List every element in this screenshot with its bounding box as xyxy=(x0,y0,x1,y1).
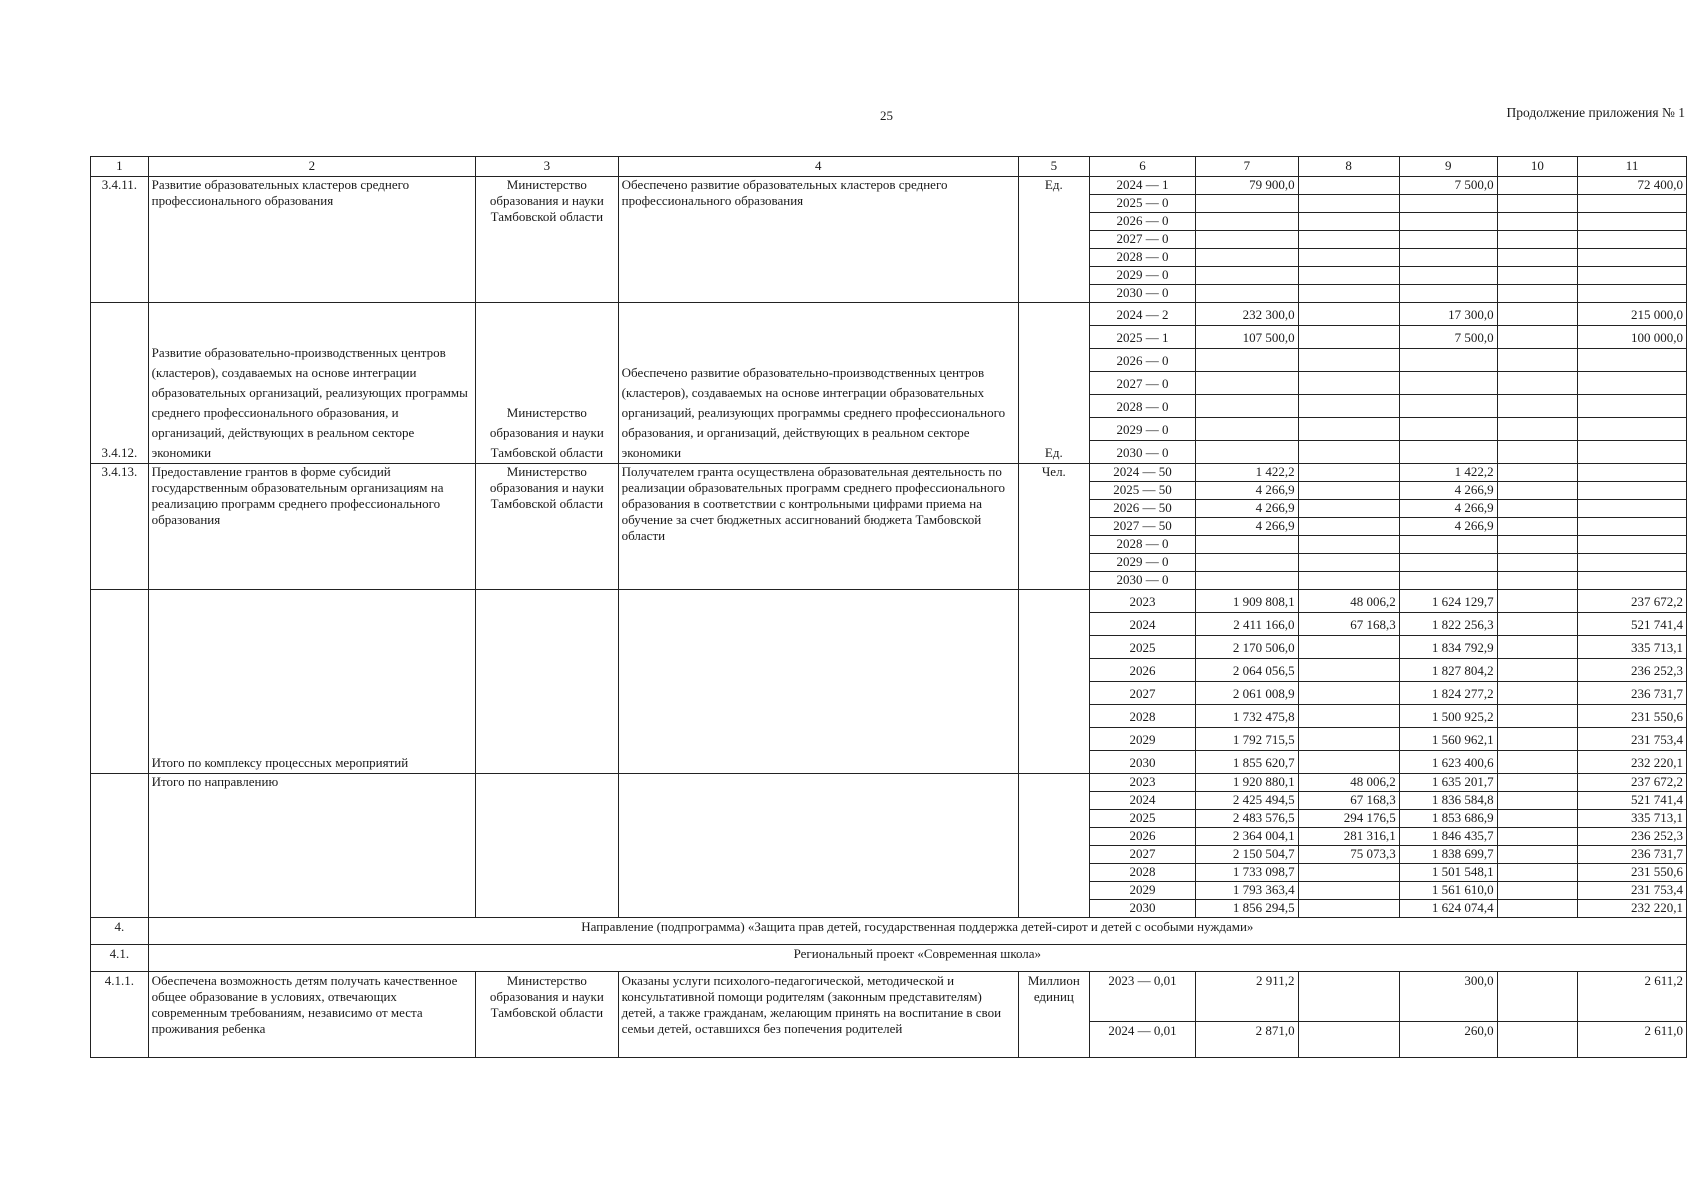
value-regional-cell: 1 853 686,9 xyxy=(1399,810,1497,828)
value-regional-cell: 1 822 256,3 xyxy=(1399,613,1497,636)
activity-result xyxy=(618,590,1018,774)
value-other-cell: 237 672,2 xyxy=(1578,774,1687,792)
unit-of-measure: Ед. xyxy=(1018,303,1089,464)
value-federal-cell xyxy=(1298,572,1399,590)
responsible-body: Министерство образования и науки Тамбовской области xyxy=(476,177,619,303)
header-cell: 9 xyxy=(1399,157,1497,177)
value-total-cell xyxy=(1196,372,1298,395)
year-cell: 2026 — 50 xyxy=(1089,500,1196,518)
value-local-cell xyxy=(1497,882,1578,900)
section-number: 4.1. xyxy=(91,945,149,972)
value-other-cell: 100 000,0 xyxy=(1578,326,1687,349)
value-total-cell xyxy=(1196,536,1298,554)
value-federal-cell xyxy=(1298,231,1399,249)
value-local-cell xyxy=(1497,590,1578,613)
page-number: 25 xyxy=(880,108,893,123)
value-total-cell: 2 170 506,0 xyxy=(1196,636,1298,659)
value-local-cell xyxy=(1497,267,1578,285)
value-local-cell xyxy=(1497,728,1578,751)
total-label: Итого по комплексу процессных мероприятий xyxy=(148,590,475,774)
activity-result: Обеспечено развитие образовательных кластеров среднего профессионального образования xyxy=(618,177,1018,303)
responsible-body: Министерство образования и науки Тамбовской области xyxy=(476,464,619,590)
unit-of-measure: Миллион единиц xyxy=(1018,972,1089,1058)
value-federal-cell xyxy=(1298,303,1399,326)
value-other-cell xyxy=(1578,231,1687,249)
value-other-cell xyxy=(1578,572,1687,590)
value-federal-cell: 67 168,3 xyxy=(1298,613,1399,636)
year-cell: 2026 xyxy=(1089,828,1196,846)
value-local-cell xyxy=(1497,518,1578,536)
value-local-cell xyxy=(1497,792,1578,810)
value-total-cell: 2 064 056,5 xyxy=(1196,659,1298,682)
row-number: 3.4.11. xyxy=(91,177,149,303)
row-number xyxy=(91,774,149,918)
value-local-cell xyxy=(1497,554,1578,572)
year-cell: 2029 xyxy=(1089,882,1196,900)
year-cell: 2024 — 1 xyxy=(1089,177,1196,195)
value-regional-cell: 260,0 xyxy=(1399,1022,1497,1058)
value-total-cell xyxy=(1196,554,1298,572)
value-total-cell: 2 911,2 xyxy=(1196,972,1298,1022)
value-regional-cell: 4 266,9 xyxy=(1399,518,1497,536)
value-other-cell xyxy=(1578,285,1687,303)
value-other-cell xyxy=(1578,249,1687,267)
year-cell: 2027 xyxy=(1089,682,1196,705)
value-other-cell xyxy=(1578,372,1687,395)
value-local-cell xyxy=(1497,572,1578,590)
row-number: 4.1.1. xyxy=(91,972,149,1058)
value-total-cell: 1 920 880,1 xyxy=(1196,774,1298,792)
value-total-cell: 2 411 166,0 xyxy=(1196,613,1298,636)
value-other-cell: 232 220,1 xyxy=(1578,751,1687,774)
value-other-cell: 236 731,7 xyxy=(1578,846,1687,864)
value-total-cell xyxy=(1196,441,1298,464)
value-total-cell: 4 266,9 xyxy=(1196,518,1298,536)
header-row xyxy=(91,157,1687,177)
value-federal-cell xyxy=(1298,195,1399,213)
value-regional-cell xyxy=(1399,249,1497,267)
value-federal-cell xyxy=(1298,285,1399,303)
value-other-cell xyxy=(1578,536,1687,554)
value-total-cell: 2 150 504,7 xyxy=(1196,846,1298,864)
value-local-cell xyxy=(1497,1022,1578,1058)
value-federal-cell xyxy=(1298,554,1399,572)
year-cell: 2030 xyxy=(1089,900,1196,918)
value-regional-cell: 1 834 792,9 xyxy=(1399,636,1497,659)
value-regional-cell xyxy=(1399,285,1497,303)
value-local-cell xyxy=(1497,395,1578,418)
row-number: 3.4.12. xyxy=(91,303,149,464)
year-cell: 2025 — 1 xyxy=(1089,326,1196,349)
value-federal-cell: 294 176,5 xyxy=(1298,810,1399,828)
value-local-cell xyxy=(1497,900,1578,918)
value-total-cell xyxy=(1196,213,1298,231)
value-federal-cell xyxy=(1298,395,1399,418)
value-local-cell xyxy=(1497,372,1578,395)
value-regional-cell: 1 623 400,6 xyxy=(1399,751,1497,774)
value-federal-cell xyxy=(1298,882,1399,900)
year-cell: 2024 — 50 xyxy=(1089,464,1196,482)
activity-result xyxy=(618,774,1018,918)
value-other-cell: 335 713,1 xyxy=(1578,810,1687,828)
value-total-cell xyxy=(1196,395,1298,418)
header-cell: 4 xyxy=(618,157,1018,177)
value-local-cell xyxy=(1497,326,1578,349)
value-other-cell: 231 753,4 xyxy=(1578,882,1687,900)
value-local-cell xyxy=(1497,249,1578,267)
value-federal-cell xyxy=(1298,372,1399,395)
value-federal-cell xyxy=(1298,326,1399,349)
value-local-cell xyxy=(1497,482,1578,500)
value-federal-cell xyxy=(1298,349,1399,372)
year-cell: 2023 xyxy=(1089,774,1196,792)
value-local-cell xyxy=(1497,828,1578,846)
value-total-cell: 2 871,0 xyxy=(1196,1022,1298,1058)
value-regional-cell: 1 838 699,7 xyxy=(1399,846,1497,864)
value-federal-cell xyxy=(1298,751,1399,774)
value-total-cell xyxy=(1196,195,1298,213)
year-cell: 2024 xyxy=(1089,792,1196,810)
year-cell: 2028 xyxy=(1089,864,1196,882)
value-other-cell xyxy=(1578,464,1687,482)
value-regional-cell: 1 624 129,7 xyxy=(1399,590,1497,613)
value-other-cell xyxy=(1578,441,1687,464)
responsible-body xyxy=(476,590,619,774)
value-federal-cell: 67 168,3 xyxy=(1298,792,1399,810)
value-local-cell xyxy=(1497,213,1578,231)
responsible-body xyxy=(476,774,619,918)
value-other-cell: 232 220,1 xyxy=(1578,900,1687,918)
value-total-cell: 107 500,0 xyxy=(1196,326,1298,349)
header-cell: 1 xyxy=(91,157,149,177)
value-regional-cell: 1 846 435,7 xyxy=(1399,828,1497,846)
value-total-cell: 1 733 098,7 xyxy=(1196,864,1298,882)
value-other-cell xyxy=(1578,395,1687,418)
value-total-cell: 4 266,9 xyxy=(1196,482,1298,500)
value-local-cell xyxy=(1497,636,1578,659)
value-local-cell xyxy=(1497,774,1578,792)
value-federal-cell xyxy=(1298,636,1399,659)
value-federal-cell xyxy=(1298,518,1399,536)
value-other-cell: 236 252,3 xyxy=(1578,828,1687,846)
value-other-cell xyxy=(1578,500,1687,518)
value-other-cell xyxy=(1578,518,1687,536)
value-other-cell xyxy=(1578,349,1687,372)
value-regional-cell: 1 635 201,7 xyxy=(1399,774,1497,792)
value-federal-cell xyxy=(1298,705,1399,728)
value-regional-cell xyxy=(1399,349,1497,372)
activity-result: Обеспечено развитие образовательно-производственных центров (кластеров), создаваемых на основе интеграции образовательных организаций, реализующих программы среднего профессионального образования, и организаций, действующих в реальном секторе экономики xyxy=(618,303,1018,464)
year-cell: 2024 — 2 xyxy=(1089,303,1196,326)
value-other-cell: 231 550,6 xyxy=(1578,864,1687,882)
year-cell: 2029 xyxy=(1089,728,1196,751)
value-federal-cell: 75 073,3 xyxy=(1298,846,1399,864)
value-federal-cell xyxy=(1298,900,1399,918)
section-number: 4. xyxy=(91,918,149,945)
value-regional-cell: 1 827 804,2 xyxy=(1399,659,1497,682)
value-total-cell: 1 793 363,4 xyxy=(1196,882,1298,900)
value-federal-cell xyxy=(1298,864,1399,882)
value-other-cell xyxy=(1578,267,1687,285)
value-other-cell: 2 611,2 xyxy=(1578,972,1687,1022)
value-total-cell: 1 909 808,1 xyxy=(1196,590,1298,613)
value-other-cell: 231 753,4 xyxy=(1578,728,1687,751)
header-cell: 5 xyxy=(1018,157,1089,177)
header-cell: 7 xyxy=(1196,157,1298,177)
value-other-cell xyxy=(1578,195,1687,213)
value-regional-cell: 1 501 548,1 xyxy=(1399,864,1497,882)
value-regional-cell xyxy=(1399,536,1497,554)
value-total-cell xyxy=(1196,249,1298,267)
value-federal-cell xyxy=(1298,213,1399,231)
year-cell: 2025 — 0 xyxy=(1089,195,1196,213)
value-local-cell xyxy=(1497,303,1578,326)
value-federal-cell xyxy=(1298,249,1399,267)
value-other-cell: 72 400,0 xyxy=(1578,177,1687,195)
value-other-cell: 236 731,7 xyxy=(1578,682,1687,705)
value-local-cell xyxy=(1497,864,1578,882)
value-regional-cell xyxy=(1399,418,1497,441)
value-local-cell xyxy=(1497,464,1578,482)
value-total-cell: 1 732 475,8 xyxy=(1196,705,1298,728)
year-cell: 2028 — 0 xyxy=(1089,395,1196,418)
unit-of-measure: Ед. xyxy=(1018,177,1089,303)
value-federal-cell: 48 006,2 xyxy=(1298,590,1399,613)
value-federal-cell xyxy=(1298,659,1399,682)
year-cell: 2026 — 0 xyxy=(1089,213,1196,231)
value-regional-cell: 300,0 xyxy=(1399,972,1497,1022)
value-total-cell: 1 422,2 xyxy=(1196,464,1298,482)
total-row xyxy=(91,774,1687,792)
unit-of-measure xyxy=(1018,590,1089,774)
value-total-cell xyxy=(1196,349,1298,372)
activity-name: Развитие образовательных кластеров среднего профессионального образования xyxy=(148,177,475,303)
value-local-cell xyxy=(1497,536,1578,554)
year-cell: 2029 — 0 xyxy=(1089,554,1196,572)
value-regional-cell: 1 561 610,0 xyxy=(1399,882,1497,900)
value-federal-cell xyxy=(1298,682,1399,705)
value-local-cell xyxy=(1497,441,1578,464)
year-cell: 2030 — 0 xyxy=(1089,441,1196,464)
header-cell: 8 xyxy=(1298,157,1399,177)
value-federal-cell: 281 316,1 xyxy=(1298,828,1399,846)
year-cell: 2027 — 0 xyxy=(1089,372,1196,395)
value-local-cell xyxy=(1497,972,1578,1022)
value-local-cell xyxy=(1497,285,1578,303)
value-regional-cell: 1 624 074,4 xyxy=(1399,900,1497,918)
year-cell: 2023 xyxy=(1089,590,1196,613)
value-federal-cell xyxy=(1298,500,1399,518)
value-other-cell: 236 252,3 xyxy=(1578,659,1687,682)
value-federal-cell xyxy=(1298,1022,1399,1058)
header-cell: 10 xyxy=(1497,157,1578,177)
year-cell: 2030 — 0 xyxy=(1089,572,1196,590)
value-regional-cell xyxy=(1399,441,1497,464)
activity-name: Развитие образовательно-производственных центров (кластеров), создаваемых на основе интеграции образовательных организаций, реализующих программы среднего профессионального образования, и организаций, действующих в реальном секторе экономики xyxy=(148,303,475,464)
activity-result: Оказаны услуги психолого-педагогической, методической и консультативной помощи родителям (законным представителям) детей, а также гражданам, желающим принять на воспитание в свои семьи детей, оставшихся без попечения родителей xyxy=(618,972,1018,1058)
year-cell: 2024 — 0,01 xyxy=(1089,1022,1196,1058)
value-total-cell: 1 855 620,7 xyxy=(1196,751,1298,774)
responsible-body: Министерство образования и науки Тамбовской области xyxy=(476,303,619,464)
header-cell: 3 xyxy=(476,157,619,177)
value-local-cell xyxy=(1497,195,1578,213)
value-regional-cell xyxy=(1399,213,1497,231)
table-body xyxy=(91,157,1687,1058)
value-federal-cell xyxy=(1298,972,1399,1022)
value-other-cell xyxy=(1578,482,1687,500)
value-local-cell xyxy=(1497,613,1578,636)
header-cell: 6 xyxy=(1089,157,1196,177)
value-regional-cell xyxy=(1399,395,1497,418)
value-other-cell: 237 672,2 xyxy=(1578,590,1687,613)
value-federal-cell xyxy=(1298,177,1399,195)
value-regional-cell: 1 422,2 xyxy=(1399,464,1497,482)
value-federal-cell xyxy=(1298,482,1399,500)
value-regional-cell xyxy=(1399,572,1497,590)
header-cell: 11 xyxy=(1578,157,1687,177)
year-cell: 2026 xyxy=(1089,659,1196,682)
value-regional-cell xyxy=(1399,372,1497,395)
total-label: Итого по направлению xyxy=(148,774,475,918)
year-cell: 2028 — 0 xyxy=(1089,249,1196,267)
value-total-cell: 79 900,0 xyxy=(1196,177,1298,195)
value-other-cell: 335 713,1 xyxy=(1578,636,1687,659)
value-total-cell: 2 364 004,1 xyxy=(1196,828,1298,846)
value-other-cell: 521 741,4 xyxy=(1578,792,1687,810)
value-total-cell: 1 856 294,5 xyxy=(1196,900,1298,918)
value-federal-cell xyxy=(1298,464,1399,482)
value-total-cell: 2 425 494,5 xyxy=(1196,792,1298,810)
value-other-cell xyxy=(1578,418,1687,441)
year-cell: 2030 — 0 xyxy=(1089,285,1196,303)
value-regional-cell: 1 560 962,1 xyxy=(1399,728,1497,751)
value-other-cell: 215 000,0 xyxy=(1578,303,1687,326)
value-total-cell xyxy=(1196,231,1298,249)
year-cell: 2027 — 0 xyxy=(1089,231,1196,249)
budget-table xyxy=(90,156,1687,1058)
year-cell: 2028 — 0 xyxy=(1089,536,1196,554)
responsible-body: Министерство образования и науки Тамбовской области xyxy=(476,972,619,1058)
value-federal-cell xyxy=(1298,418,1399,441)
year-cell: 2024 xyxy=(1089,613,1196,636)
value-other-cell: 521 741,4 xyxy=(1578,613,1687,636)
value-regional-cell: 4 266,9 xyxy=(1399,500,1497,518)
year-cell: 2029 — 0 xyxy=(1089,418,1196,441)
value-total-cell: 2 483 576,5 xyxy=(1196,810,1298,828)
value-local-cell xyxy=(1497,705,1578,728)
value-local-cell xyxy=(1497,659,1578,682)
section-title: Региональный проект «Современная школа» xyxy=(148,945,1686,972)
unit-of-measure: Чел. xyxy=(1018,464,1089,590)
unit-of-measure xyxy=(1018,774,1089,918)
row-number: 3.4.13. xyxy=(91,464,149,590)
value-regional-cell xyxy=(1399,231,1497,249)
value-regional-cell: 1 836 584,8 xyxy=(1399,792,1497,810)
value-other-cell: 231 550,6 xyxy=(1578,705,1687,728)
section-title: Направление (подпрограмма) «Защита прав детей, государственная поддержка детей-сирот и детей с особыми нуждами» xyxy=(148,918,1686,945)
value-other-cell xyxy=(1578,213,1687,231)
activity-result: Получателем гранта осуществлена образовательная деятельность по реализации образовательных программ среднего профессионального образования в соответствии с контрольными цифрами приема на обучение за счет бюджетных ассигнований бюджета Тамбовской области xyxy=(618,464,1018,590)
year-cell: 2030 xyxy=(1089,751,1196,774)
value-federal-cell xyxy=(1298,728,1399,751)
year-cell: 2028 xyxy=(1089,705,1196,728)
value-local-cell xyxy=(1497,751,1578,774)
value-total-cell xyxy=(1196,285,1298,303)
value-total-cell: 2 061 008,9 xyxy=(1196,682,1298,705)
header-cell: 2 xyxy=(148,157,475,177)
value-local-cell xyxy=(1497,231,1578,249)
year-cell: 2023 — 0,01 xyxy=(1089,972,1196,1022)
value-regional-cell: 1 500 925,2 xyxy=(1399,705,1497,728)
value-local-cell xyxy=(1497,682,1578,705)
year-cell: 2027 xyxy=(1089,846,1196,864)
value-regional-cell: 1 824 277,2 xyxy=(1399,682,1497,705)
year-cell: 2025 — 50 xyxy=(1089,482,1196,500)
value-federal-cell xyxy=(1298,536,1399,554)
value-total-cell: 1 792 715,5 xyxy=(1196,728,1298,751)
value-other-cell xyxy=(1578,554,1687,572)
value-federal-cell xyxy=(1298,441,1399,464)
total-row xyxy=(91,590,1687,613)
value-regional-cell: 7 500,0 xyxy=(1399,326,1497,349)
section-row xyxy=(91,918,1687,945)
value-local-cell xyxy=(1497,177,1578,195)
value-total-cell xyxy=(1196,572,1298,590)
value-regional-cell xyxy=(1399,554,1497,572)
value-total-cell xyxy=(1196,267,1298,285)
year-cell: 2029 — 0 xyxy=(1089,267,1196,285)
value-regional-cell: 4 266,9 xyxy=(1399,482,1497,500)
value-local-cell xyxy=(1497,349,1578,372)
value-regional-cell: 17 300,0 xyxy=(1399,303,1497,326)
year-cell: 2027 — 50 xyxy=(1089,518,1196,536)
value-total-cell: 232 300,0 xyxy=(1196,303,1298,326)
continuation-label: Продолжение приложения № 1 xyxy=(1506,105,1685,120)
activity-name: Предоставление грантов в форме субсидий государственным образовательным организациям на реализацию программ среднего профессионального образования xyxy=(148,464,475,590)
activity-name: Обеспечена возможность детям получать качественное общее образование в условиях, отвечающих современным требованиям, независимо от места проживания ребенка xyxy=(148,972,475,1058)
value-regional-cell: 7 500,0 xyxy=(1399,177,1497,195)
value-local-cell xyxy=(1497,810,1578,828)
value-other-cell: 2 611,0 xyxy=(1578,1022,1687,1058)
value-federal-cell: 48 006,2 xyxy=(1298,774,1399,792)
table-row xyxy=(91,303,1687,326)
value-regional-cell xyxy=(1399,267,1497,285)
table-row xyxy=(91,177,1687,195)
value-regional-cell xyxy=(1399,195,1497,213)
value-local-cell xyxy=(1497,418,1578,441)
value-federal-cell xyxy=(1298,267,1399,285)
value-local-cell xyxy=(1497,846,1578,864)
year-cell: 2026 — 0 xyxy=(1089,349,1196,372)
year-cell: 2025 xyxy=(1089,636,1196,659)
value-local-cell xyxy=(1497,500,1578,518)
year-cell: 2025 xyxy=(1089,810,1196,828)
value-total-cell xyxy=(1196,418,1298,441)
table-row xyxy=(91,464,1687,482)
table-row xyxy=(91,972,1687,1022)
section-row xyxy=(91,945,1687,972)
value-total-cell: 4 266,9 xyxy=(1196,500,1298,518)
row-number xyxy=(91,590,149,774)
